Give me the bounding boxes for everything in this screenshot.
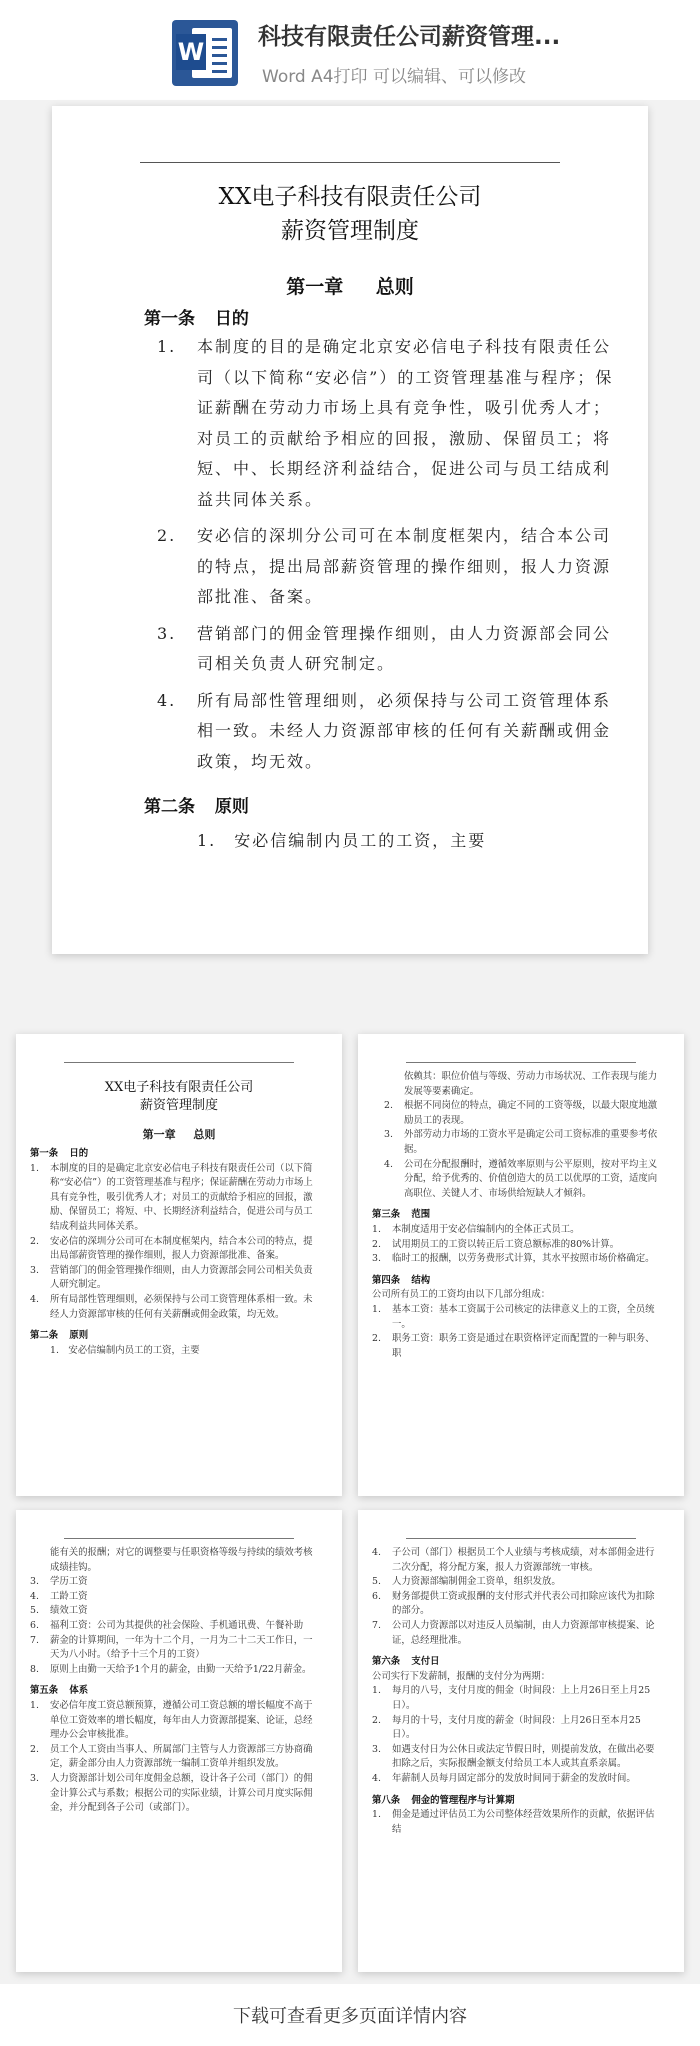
list-item: 3. 人力资源部计划公司年度佣金总额，设计各子公司（部门）的佣金计算公式与系数；根据公司的实际业绩，计算公司月度实际佣金，并分配到各子公司（或部门）。 bbox=[30, 1772, 313, 1814]
list-item: 7. 薪金的计算期间，一年为十二个月，一月为二十二天工作日，一天为八小时。（给予十三个月的工资） bbox=[30, 1634, 313, 1661]
page-body: 第一条 日的 1. 本制度的目的是确定北京安必信电子科技有限责任公司（以下简称“安必信”）的工资管理基准与程序；保证薪酬在劳动力市场上具有竞争性，吸引优秀人才；对员工的贡献给予相应的回报，激励、保留员工；将短、中、长期经济利益结合，促进公司与员工结成利益共同体关系。 2. 安必信的深圳分公司可在本制度框架内，结合本公司的特点，提出局部薪资管理的操作细则，报人力资源部批准、备案。 3. 营销部门的佣金管理操作细则，由人力资源部会同公司相关负责人研究制定。 4. 所有局部性管理细则，必须保持与公司工资管理体系相一致。未经人力资源部审核的任何有关薪酬或佣金政策，均无效。 第二条 原则 1. 安必信编制内员工的工资，主要 bbox=[30, 1140, 320, 1358]
preview-page-large bbox=[52, 106, 648, 954]
list-item: 4. 子公司（部门）根据员工个人业绩与考核成绩，对本部佣金进行二次分配，将分配方案，报人力资源部统一审核。 bbox=[372, 1547, 655, 1573]
list-item: 1. 佣金是通过评估员工为公司整体经营效果所作的贡献，依据评估结 bbox=[372, 1809, 655, 1835]
list-item: 1. 本制度的目的是确定北京安必信电子科技有限责任公司（以下简称“安必信”）的工资管理基准与程序；保证薪酬在劳动力市场上具有竞争性，吸引优秀人才；对员工的贡献给予相应的回报，激励、保留员工；将短、中、长期经济利益结合，促进公司与员工结成利益共同体关系。 bbox=[157, 337, 614, 509]
list-item: 3. 外部劳动力市场的工资水平是确定公司工资标准的重要参考依据。 bbox=[384, 1129, 658, 1155]
list-item: 2. 根据不同岗位的特点，确定不同的工资等级，以最大限度地激励员工的表现。 bbox=[384, 1100, 658, 1126]
word-doc-icon bbox=[172, 20, 238, 86]
list-item: 2. 试用期员工的工资以转正后工资总额标准的80%计算。 bbox=[372, 1238, 620, 1250]
article-items bbox=[157, 332, 627, 783]
list-item: 3. 学历工资 bbox=[30, 1576, 88, 1588]
list-item: 1. 基本工资：基本工资属于公司核定的法律意义上的工资，全员统一。 bbox=[372, 1303, 655, 1330]
view-more-link[interactable]: 下载可查看更多页面详情内容 bbox=[233, 2006, 467, 2027]
company-heading: XX电子科技有限责任公司 bbox=[104, 1080, 254, 1095]
thumbnail-page-3[interactable] bbox=[16, 1510, 342, 1972]
chapter-heading: 第一章 总则 bbox=[286, 276, 414, 298]
list-item: 2. 员工个人工资由当事人、所属部门主管与人力资源部三方协商确定，薪金部分由人力资源部统一编制工资单并组织发放。 bbox=[30, 1743, 313, 1770]
article-heading: 第二条 原则 bbox=[144, 797, 249, 817]
list-item: 5. 绩效工资 bbox=[30, 1605, 88, 1617]
list-item: 1. 本制度的目的是确定北京安必信电子科技有限责任公司（以下简称“安必信”）的工资管理基准与程序；保证薪酬在劳动力市场上具有竞争性，吸引优秀人才；对员工的贡献给予相应的回报，激励、保留员工；将短、中、长期经济利益结合，促进公司与员工结成利益共同体关系。 bbox=[30, 1162, 313, 1232]
thumbnail-page-1[interactable] bbox=[16, 1034, 342, 1496]
header-bar bbox=[0, 0, 700, 100]
thumbnail-page-2[interactable] bbox=[358, 1034, 684, 1496]
list-item: 4. 年薪制人员每月固定部分的发放时间同于薪金的发放时间。 bbox=[372, 1772, 636, 1784]
chapter-heading: 第一章 总则 bbox=[142, 1128, 216, 1141]
list-item: 3. 营销部门的佣金管理操作细则，由人力资源部会同公司相关负责人研究制定。 bbox=[30, 1264, 313, 1291]
doc-heading: 薪资管理制度 bbox=[281, 218, 419, 244]
company-heading: XX电子科技有限责任公司 bbox=[218, 184, 482, 210]
list-item: 2. 职务工资：职务工资是通过在职资格评定而配置的一种与职务、职 bbox=[372, 1333, 655, 1359]
word-letter: W bbox=[176, 34, 206, 70]
list-item: 3. 临时工的报酬，以劳务费形式计算，其水平按照市场价格确定。 bbox=[372, 1253, 655, 1265]
list-item: 3. 营销部门的佣金管理操作细则，由人力资源部会同公司相关负责人研究制定。 bbox=[157, 623, 612, 673]
list-item: 4. 工龄工资 bbox=[30, 1590, 88, 1602]
list-item: 4. 所有局部性管理细则，必须保持与公司工资管理体系相一致。未经人力资源部审核的任何有关薪酬或佣金政策，均无效。 bbox=[157, 690, 612, 771]
footer-bar[interactable] bbox=[0, 1984, 700, 2046]
continued-text: 1. 安必信编制内员工的工资，主要 bbox=[197, 831, 487, 850]
list-item: 1. 安必信年度工资总额预算，遵循公司工资总额的增长幅度不高于单位工资效率的增长幅度，每年由人力资源部提案、论证，总经理办公会审核批准。 bbox=[30, 1699, 313, 1741]
list-item: 2. 安必信的深圳分公司可在本制度框架内，结合本公司的特点，提出局部薪资管理的操作细则，报人力资源部批准、备案。 bbox=[30, 1235, 313, 1262]
list-item: 5. 人力资源部编制佣金工资单，组织发放。 bbox=[372, 1576, 561, 1588]
list-item: 3. 如遇支付日为公休日或法定节假日时，则提前发放，在做出必要扣除之后，实际报酬金额支付给员工本人或其直系亲属。 bbox=[372, 1743, 655, 1770]
list-item: 1. 本制度适用于安必信编制内的全体正式员工。 bbox=[372, 1223, 580, 1235]
page-body: 4. 子公司（部门）根据员工个人业绩与考核成绩，对本部佣金进行二次分配，将分配方案，报人力资源部统一审核。 5. 人力资源部编制佣金工资单，组织发放。 6. 财务部提供工资或报酬的支付形式并代表公司扣除应该代为扣除的部分。 7. 公司人力资源部以对违反人员编制，由人力资源部审核提案、论证，总经理批准。 第六条 支付日 公司实行下发薪制，报酬的支付分为两期： 1. 每月的八号，支付月度的佣金（时间段：上上月26日至上月25日）。 2. 每月的十号，支付月度的薪金（时间段：上月26日至本月25日）。 3. 如遇支付日为公休日或法定节假日时，则提前发放，在做出必要扣除之后，实际报酬金额支付给员工本人或其直系亲属。 4. 年薪制人员每月固定部分的发放时间同于薪金的发放时间。 第八条 佣金的管理程序与计算期 1. 佣金是通过评估员工为公司整体经营效果所作的贡献，依据评估结 bbox=[372, 1546, 662, 1837]
list-item: 6. 财务部提供工资或报酬的支付形式并代表公司扣除应该代为扣除的部分。 bbox=[372, 1590, 655, 1617]
list-item: 2. 每月的十号，支付月度的薪金（时间段：上月26日至本月25日）。 bbox=[372, 1714, 641, 1741]
document-title: 科技有限责任公司薪资管理... bbox=[258, 24, 561, 50]
list-item: 8. 原则上由勤一天给予1个月的薪金，由勤一天给予1/22月薪金。 bbox=[30, 1663, 312, 1675]
article-heading: 第一条 日的 bbox=[144, 309, 249, 329]
doc-heading: 薪资管理制度 bbox=[139, 1098, 218, 1113]
list-item: 7. 公司人力资源部以对违反人员编制，由人力资源部审核提案、论证，总经理批准。 bbox=[372, 1619, 655, 1646]
document-subtitle: Word A4打印 可以编辑、可以修改 bbox=[262, 67, 526, 87]
list-item: 2. 安必信的深圳分公司可在本制度框架内，结合本公司的特点，提出局部薪资管理的操作细则，报人力资源部批准、备案。 bbox=[157, 526, 612, 606]
page-body: 能有关的报酬；对它的调整要与任职资格等级与持续的绩效考核成绩挂钩。 3. 学历工资 4. 工龄工资 5. 绩效工资 6. 福利工资：公司为其提供的社会保险、手机通讯费、午餐补助 7. 薪金的计算期间，一年为十二个月，一月为二十二天工作日，一天为八小时。（给予十三个月的工资） 8. 原则上由勤一天给予1个月的薪金，由勤一天给予1/22月薪金。 第五条 体系 1. 安必信年度工资总额预算，遵循公司工资总额的增长幅度不高于单位工资效率的增长幅度，每年由人力资源部提案、论证，总经理办公会审核批准。 2. 员工个人工资由当事人、所属部门主管与人力资源部三方协商确定，薪金部分由人力资源部统一编制工资单并组织发放。 3. 人力资源部计划公司年度佣金总额，设计各子公司（部门）的佣金计算公式与系数；根据公司的实际业绩，计算公司月度实际佣金，并分配到各子公司（或部门）。 bbox=[30, 1546, 320, 1816]
thumbnail-page-4[interactable] bbox=[358, 1510, 684, 1972]
page-body: 依赖其：职位价值与等级、劳动力市场状况、工作表现与能力发展等要素确定。 2. 根据不同岗位的特点，确定不同的工资等级，以最大限度地激励员工的表现。 3. 外部劳动力市场的工资水平是确定公司工资标准的重要参考依据。 4. 公司在分配报酬时，遵循效率原则与公平原则，按对平均主义分配，给予优秀的、价值创造大的员工以优厚的工资，适度向高职位、关键人才、市场供给短缺人才倾斜。 第三条 范围 1. 本制度适用于安必信编制内的全体正式员工。 2. 试用期员工的工资以转正后工资总额标准的80%计算。 3. 临时工的报酬，以劳务费形式计算，其水平按照市场价格确定。 第四条 结构 公司所有员工的工资均由以下几部分组成： 1. 基本工资：基本工资属于公司核定的法律意义上的工资，全员统一。 2. 职务工资：职务工资是通过在职资格评定而配置的一种与职务、职 bbox=[372, 1070, 662, 1361]
top-rule bbox=[140, 162, 560, 163]
list-item: 4. 所有局部性管理细则，必须保持与公司工资管理体系相一致。未经人力资源部审核的任何有关薪酬或佣金政策，均无效。 bbox=[30, 1293, 313, 1320]
list-item: 4. 公司在分配报酬时，遵循效率原则与公平原则，按对平均主义分配，给予优秀的、价值创造大的员工以优厚的工资，适度向高职位、关键人才、市场供给短缺人才倾斜。 bbox=[384, 1158, 658, 1199]
list-item: 1. 每月的八号，支付月度的佣金（时间段：上上月26日至上月25日）。 bbox=[372, 1685, 651, 1711]
list-item: 6. 福利工资：公司为其提供的社会保险、手机通讯费、午餐补助 bbox=[30, 1619, 304, 1631]
